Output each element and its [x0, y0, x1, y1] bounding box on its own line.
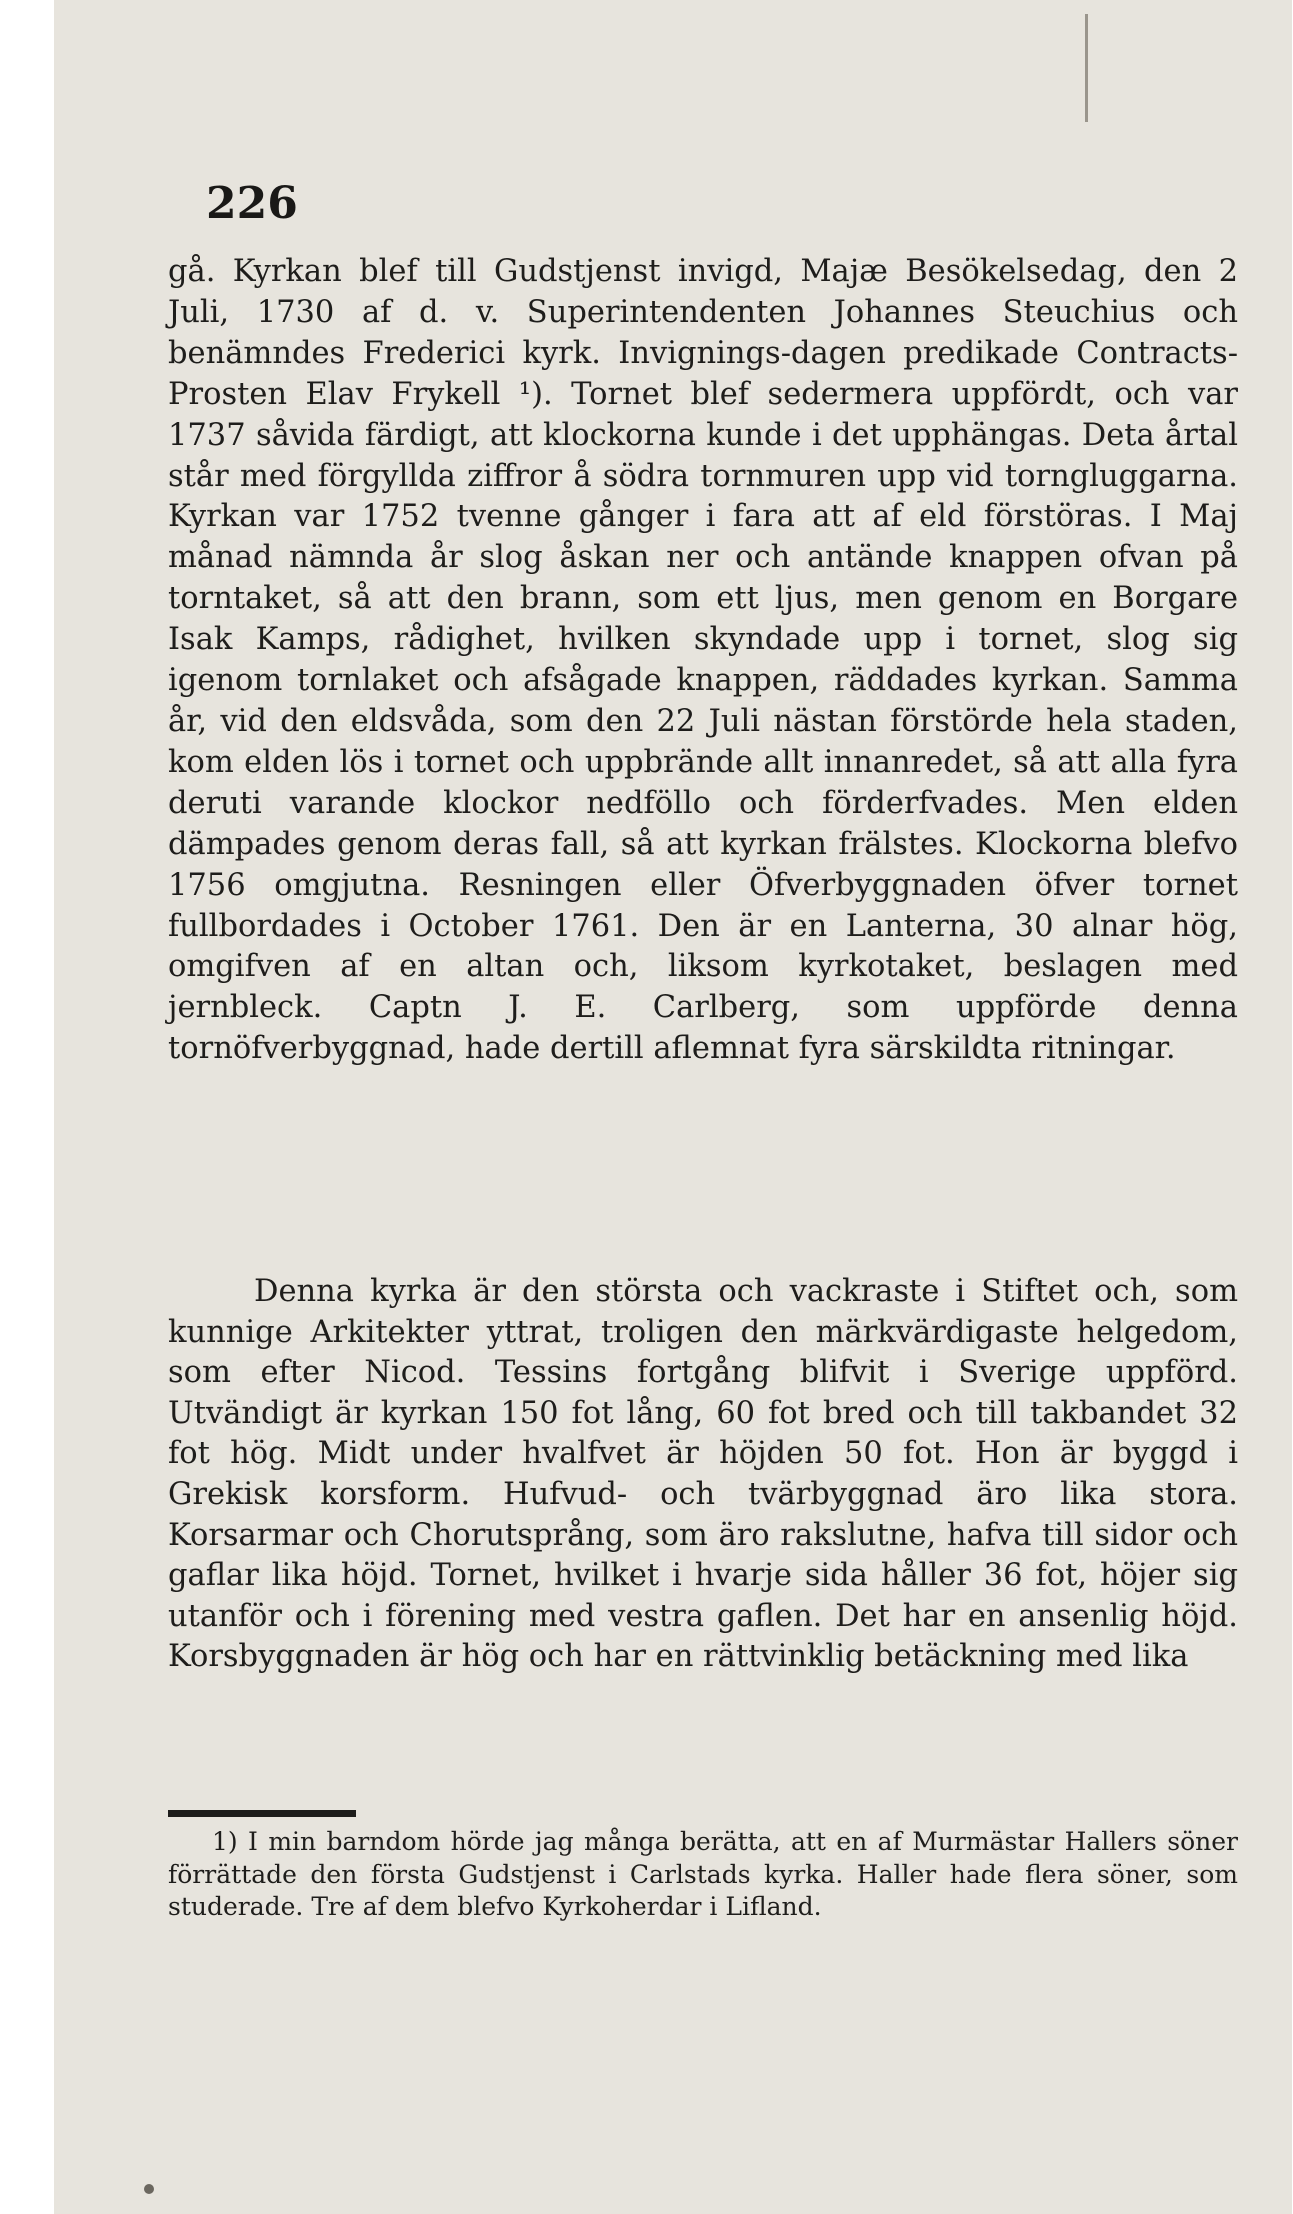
footnote-separator	[168, 1810, 356, 1817]
footnote: 1) I min barndom hörde jag många berätta, att en af Murmästar Hallers söner förrättade den första Gudstjenst i Carlstads kyrka. Haller hade flera söner, som studerade. Tre af dem blefvo Kyrkoherdar i Lifland.	[168, 1827, 1238, 1921]
paragraph-kyrkan-description: Denna kyrka är den största och vackraste i Stiftet och, som kunnige Arkitekter yttrat, troligen den märkvärdigaste helgedom, som efter Nicod. Tessins fortgång blifvit i Sverige uppförd. Utvändigt är kyrkan 150 fot lång, 60 fot bred och till takbandet 32 fot hög. Midt under hvalfvet är höjden 50 fot. Hon är byggd i Grekisk korsform. Hufvud- och tvärbyggnad äro lika stora. Korsarmar och Chorutsprång, som äro rakslutne, hafva till sidor och gaflar lika höjd. Tornet, hvilket i hvarje sida håller 36 fot, höjer sig utanför och i förening med vestra gaflen. Det har en ansenlig höjd. Korsbyggnaden är hög och har en rättvinklig betäckning med lika	[168, 1274, 1238, 1675]
book-page	[54, 0, 1292, 2214]
paragraph-kyrkan-history: gå. Kyrkan blef till Gudstjenst invigd, Majæ Besökelsedag, den 2 Juli, 1730 af d. v. Superintendenten Johannes Steuchius och benämndes Frederici kyrk. Invignings-dagen predikade Contracts-Prosten Elav Frykell ¹). Tornet blef sedermera uppfördt, och var 1737 såvida färdigt, att klockorna kunde i det upphängas. Deta årtal står med förgyllda ziffror å södra tornmuren upp vid torngluggarna. Kyrkan var 1752 tvenne gånger i fara att af eld förstöras. I Maj månad nämnda år slog åskan ner och antände knappen ofvan på torntaket, så att den brann, som ett ljus, men genom en Borgare Isak Kamps, rådighet, hvilken skyndade upp i tornet, slog sig igenom tornlaket och afsågade knappen, räddades kyrkan. Samma år, vid den eldsvåda, som den 22 Juli nästan förstörde hela staden, kom elden lös i tornet och uppbrände allt innanredet, så att alla fyra deruti varande klockor nedföllo och förderfvades. Men elden dämpades genom deras fall, så att kyrkan frälstes. Klockorna blefvo 1756 omgjutna. Resningen eller Öfverbyggnaden öfver tornet fullbordades i October 1761. Den är en Lanterna, 30 alnar hög, omgifven af en altan och, liksom kyrkotaket, beslagen med jernbleck. Captn J. E. Carlberg, som uppförde denna tornöfverbyggnad, hade dertill aflemnat fyra särskildta ritningar.	[168, 254, 1238, 1067]
scan-artifact-line	[1085, 14, 1088, 122]
ink-speck	[144, 2184, 154, 2194]
page-number: 226	[206, 178, 298, 229]
